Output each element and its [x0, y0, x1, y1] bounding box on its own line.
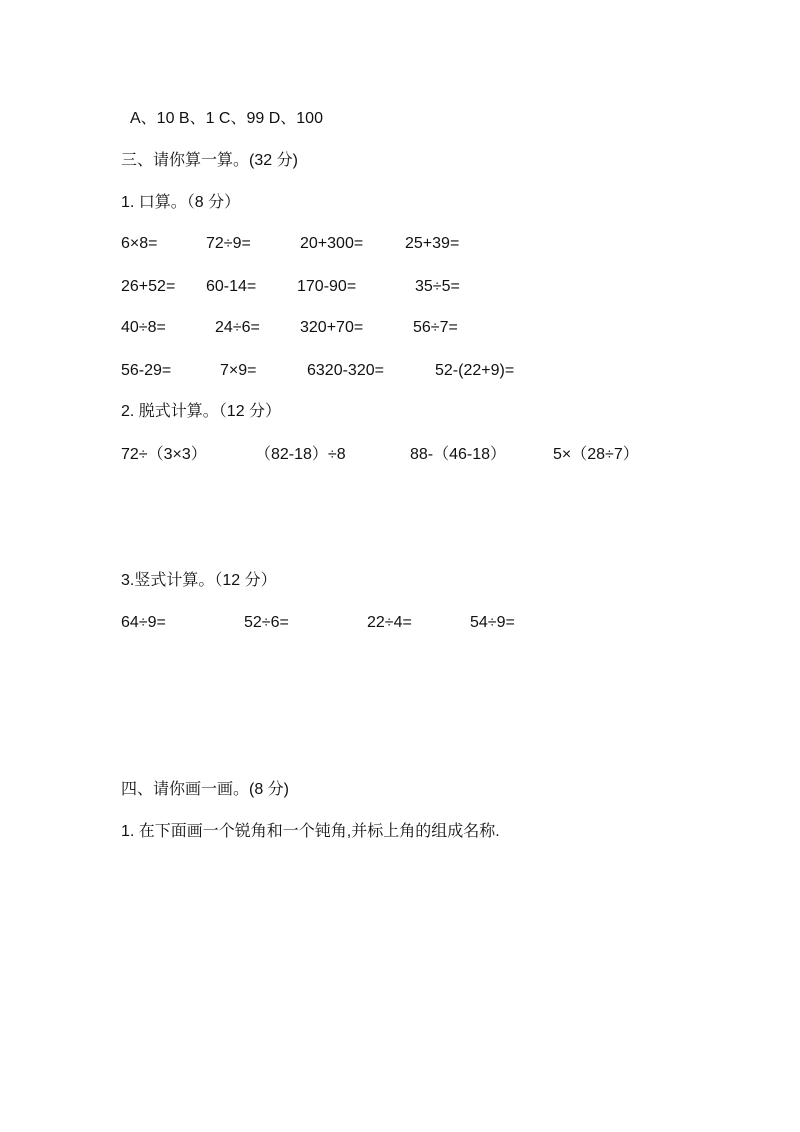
- vertical-problem: 52÷6=: [244, 614, 289, 631]
- vertical-problem: 64÷9=: [121, 614, 166, 631]
- oral-problem: 56-29=: [121, 362, 172, 379]
- drawing-task: 1. 在下面画一个锐角和一个钝角,并标上角的组成名称.: [121, 823, 500, 840]
- oral-problem: 7×9=: [220, 362, 257, 379]
- oral-problem: 40÷8=: [121, 319, 166, 336]
- oral-problem: 320+70=: [300, 319, 364, 336]
- oral-problem: 35÷5=: [415, 278, 460, 295]
- vertical-problem: 22÷4=: [367, 614, 412, 631]
- oral-problem: 60-14=: [206, 278, 257, 295]
- vertical-heading: 3.竖式计算。（12 分）: [121, 572, 277, 589]
- stepwise-problem: 72÷（3×3）: [121, 446, 207, 463]
- vertical-problem: 54÷9=: [470, 614, 515, 631]
- oral-problem: 52-(22+9)=: [435, 362, 515, 379]
- oral-problem: 26+52=: [121, 278, 176, 295]
- oral-problem: 24÷6=: [215, 319, 260, 336]
- oral-heading: 1. 口算。（8 分）: [121, 194, 241, 211]
- stepwise-problem: 5×（28÷7）: [553, 446, 639, 463]
- stepwise-problem: 88-（46-18）: [410, 446, 507, 463]
- oral-problem: 6320-320=: [307, 362, 384, 379]
- oral-problem: 20+300=: [300, 235, 364, 252]
- section3-heading: 三、请你算一算。(32 分): [121, 152, 298, 169]
- stepwise-heading: 2. 脱式计算。（12 分）: [121, 403, 282, 420]
- oral-problem: 6×8=: [121, 235, 158, 252]
- oral-problem: 25+39=: [405, 235, 460, 252]
- oral-problem: 72÷9=: [206, 235, 251, 252]
- oral-problem: 170-90=: [297, 278, 357, 295]
- stepwise-problem: （82-18）÷8: [255, 446, 346, 463]
- oral-problem: 56÷7=: [413, 319, 458, 336]
- section4-heading: 四、请你画一画。(8 分): [121, 781, 290, 798]
- choice-options: A、10 B、1 C、99 D、100: [130, 110, 323, 127]
